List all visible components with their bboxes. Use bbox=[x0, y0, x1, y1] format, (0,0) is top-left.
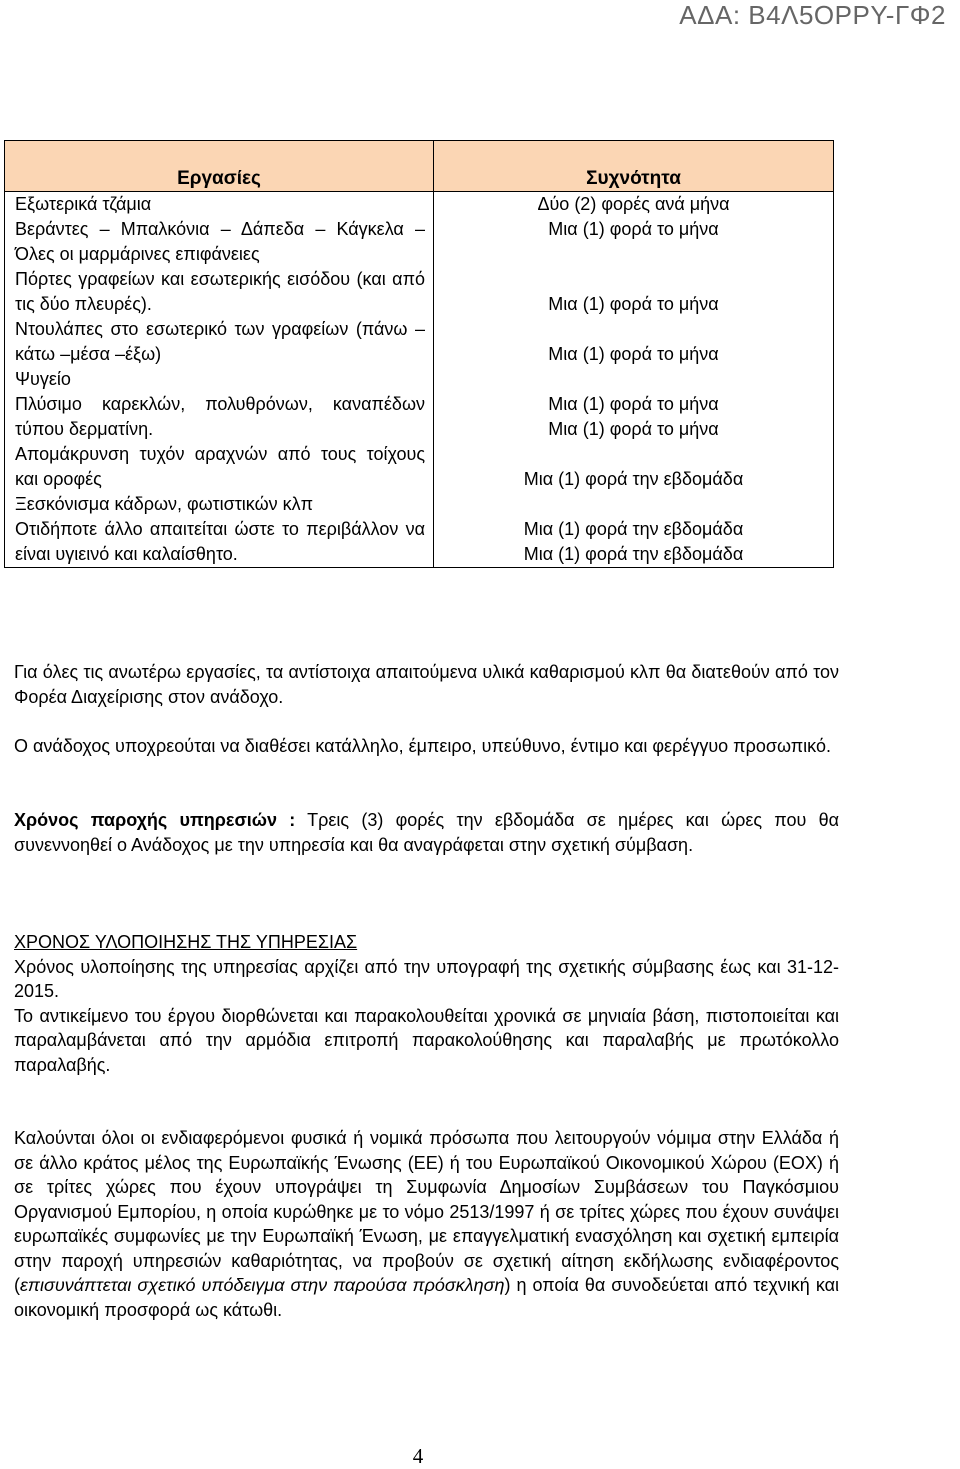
frequency-item: Μια (1) φορά την εβδομάδα bbox=[523, 469, 744, 489]
task-item: Ντουλάπες στο εσωτερικό των γραφείων (πάνω – κάτω –μέσα –έξω) bbox=[15, 319, 425, 364]
frequency-item: Μια (1) φορά την εβδομάδα bbox=[523, 544, 744, 564]
frequency-item: Μια (1) φορά την εβδομάδα bbox=[523, 519, 744, 539]
task-item: Πλύσιμο καρεκλών, πολυθρόνων, καναπέδων τύπου δερματίνη. bbox=[15, 394, 425, 439]
frequency-item bbox=[434, 242, 833, 267]
frequency-item: Μια (1) φορά το μήνα bbox=[548, 219, 719, 239]
frequency-item: Μια (1) φορά το μήνα bbox=[548, 294, 719, 314]
staff-paragraph: Ο ανάδοχος υποχρεούται να διαθέσει κατάλληλο, έμπειρο, υπεύθυνο, έντιμο και φερέγγυο προσωπικό. bbox=[14, 736, 831, 756]
frequency-item bbox=[434, 267, 833, 292]
task-item: Εξωτερικά τζάμια bbox=[15, 194, 152, 214]
frequency-item bbox=[434, 442, 833, 467]
frequency-item: Μια (1) φορά το μήνα bbox=[548, 344, 719, 364]
implementation-heading: ΧΡΟΝΟΣ ΥΛΟΠΟΙΗΣΗΣ ΤΗΣ ΥΠΗΡΕΣΙΑΣ bbox=[14, 932, 358, 952]
service-time-text: Τρεις (3) φορές την εβδομάδα σε ημέρες και ώρες που θα συνεννοηθεί ο Ανάδοχος με την υπηρεσία και θα αναγράφεται στην σχετική σύμβαση. bbox=[14, 810, 839, 855]
implementation-text: Χρόνος υλοποίησης της υπηρεσίας αρχίζει από την υπογραφή της σχετικής σύμβασης έως και 31-12-2015. bbox=[14, 956, 839, 1001]
implementation-block bbox=[14, 930, 839, 1077]
frequency-item: Μια (1) φορά το μήνα bbox=[548, 394, 719, 414]
invitation-text-1: Καλούνται όλοι οι ενδιαφερόμενοι φυσικά ή νομικά πρόσωπα που λειτουργούν νόμιμα στην Ελλάδα ή σε άλλο κράτος μέλος της Ευρωπαϊκής Ένωσης (ΕΕ) ή του Ευρωπαϊκού Οικονομικού Χώρου (ΕΟΧ) ή σε τρίτες χώρες που έχουν υπογράψει τη Συμφωνία Δημοσίων Συμβάσεων του Παγκόσμιου Οργανισμού Εμπορίου, η οποία κυρώθηκε με το νόμο 2513/1997 ή σε τρίτες χώρες που έχουν συνάψει ευρωπαϊκές συμφωνίες με την Ευρωπαϊκή Ένωση, με επαγγελματική ενασχόληση και σχετική εμπειρία στην παροχή υπηρεσιών καθαριότητας, να προβούν σε σχετική αίτηση εκδήλωσης ενδιαφέροντος ( bbox=[14, 1128, 839, 1295]
frequency-item bbox=[434, 367, 833, 392]
tasks-table bbox=[4, 140, 834, 568]
invitation-italic: επισυνάπτεται σχετικό υπόδειγμα στην παρούσα πρόσκληση bbox=[20, 1275, 505, 1295]
ada-code: ΑΔΑ: Β4Λ5ΟΡΡΥ-ΓΦ2 bbox=[679, 0, 946, 30]
header-tasks: Εργασίες bbox=[5, 141, 434, 192]
task-item: Βεράντες – Μπαλκόνια – Δάπεδα – Κάγκελα – Όλες οι μαρμάρινες επιφάνειες bbox=[15, 219, 425, 264]
materials-paragraph: Για όλες τις ανωτέρω εργασίες, τα αντίστοιχα απαιτούμενα υλικά καθαρισμού κλπ θα διατεθούν από τον Φορέα Διαχείρισης στον ανάδοχο. bbox=[14, 662, 839, 707]
task-item: Ψυγείο bbox=[15, 369, 71, 389]
invitation-paragraph bbox=[14, 1126, 839, 1322]
tasks-cell bbox=[5, 192, 434, 568]
frequency-item bbox=[434, 492, 833, 517]
task-item: Απομάκρυνση τυχόν αραχνών από τους τοίχους και οροφές bbox=[15, 444, 425, 489]
frequency-item bbox=[434, 317, 833, 342]
service-time-paragraph bbox=[14, 808, 839, 857]
task-item: Ξεσκόνισμα κάδρων, φωτιστικών κλπ bbox=[15, 494, 314, 514]
invitation-text-2: ) η οποία θα συνοδεύεται από τεχνική και οικονομική προσφορά ως κάτωθι. bbox=[14, 1275, 839, 1320]
task-item: Οτιδήποτε άλλο απαιτείται ώστε το περιβάλλον να είναι υγιεινό και καλαίσθητο. bbox=[15, 519, 425, 564]
task-item: Πόρτες γραφείων και εσωτερικής εισόδου (και από τις δύο πλευρές). bbox=[15, 269, 425, 314]
frequency-item: Μια (1) φορά το μήνα bbox=[548, 419, 719, 439]
frequency-cell bbox=[434, 192, 834, 568]
monitoring-text: Το αντικείμενο του έργου διορθώνεται και παρακολουθείται χρονικά σε μηνιαία βάση, πιστοποιείται και παραλαμβάνεται από την αρμόδια επιτροπή παρακολούθησης και παραλαβής με πρωτόκολλο παραλαβής. bbox=[14, 1005, 839, 1075]
frequency-item: Δύο (2) φορές ανά μήνα bbox=[537, 194, 730, 214]
page-number: 4 bbox=[412, 1444, 424, 1468]
table-header-row bbox=[5, 141, 834, 192]
table-row bbox=[5, 192, 834, 568]
service-time-label: Χρόνος παροχής υπηρεσιών : bbox=[14, 810, 296, 830]
header-frequency: Συχνότητα bbox=[434, 141, 834, 192]
